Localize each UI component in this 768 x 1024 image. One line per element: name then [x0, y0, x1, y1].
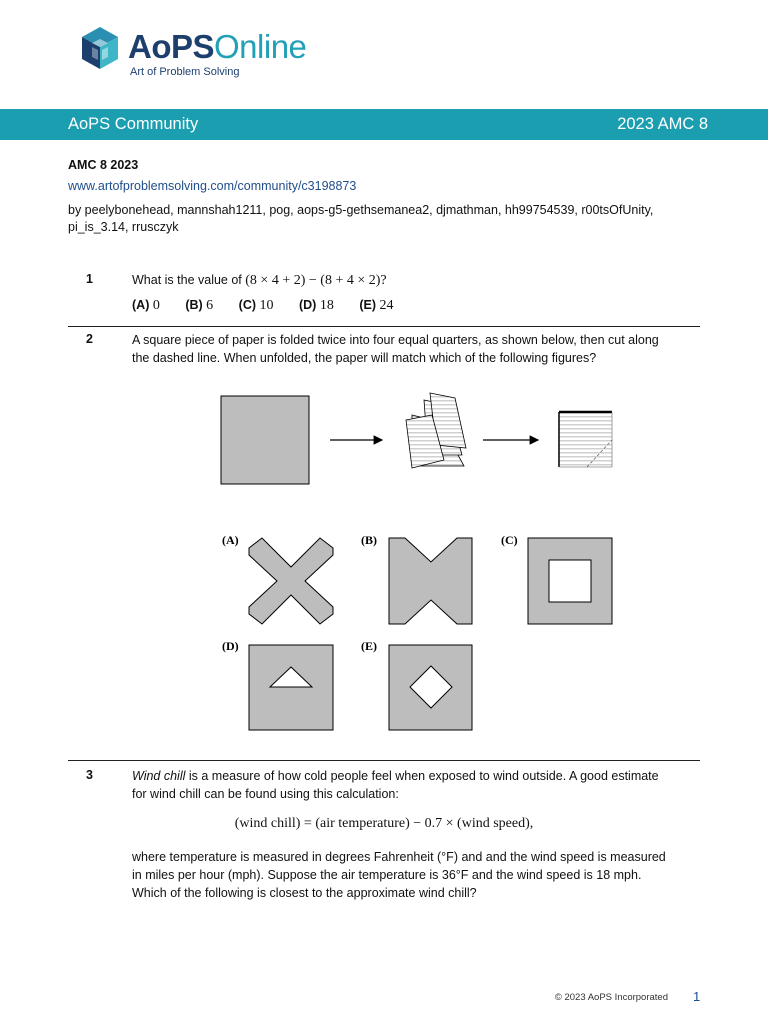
problem-3-body: where temperature is measured in degrees Fahrenheit (°F) and and the wind speed is measured in miles per hour (mph). Suppose the air temperature is 36°F and the wind speed is 18 mph. Which of the following is closest to the approximate wind chill?	[132, 850, 666, 900]
aops-logo	[80, 25, 340, 81]
figure-e-diamond-hole	[389, 645, 472, 730]
problem-1-expression: (8 × 4 + 2) − (8 + 4 × 2)?	[245, 273, 387, 288]
logo-product: Online	[214, 28, 307, 65]
choice-b: (B) 6	[185, 298, 214, 313]
choice-c: (C) 10	[238, 298, 274, 313]
figure-c-square-hole	[528, 538, 612, 624]
problem-2-number: 2	[86, 332, 93, 346]
problem-3-intro: Wind chill is a measure of how cold people feel when exposed to wind outside. A good estimate for wind chill can be found using this calculation:	[132, 769, 659, 801]
choice-d: (D) 18	[298, 298, 334, 313]
divider-2	[68, 760, 700, 761]
problem-1-text: What is the value of (8 × 4 + 2) − (8 + 4 × 2)?	[132, 273, 387, 288]
figure-a-x-shape	[249, 538, 333, 624]
banner-contest: 2023 AMC 8	[617, 115, 708, 133]
figure-d-triangle-hole	[249, 645, 333, 730]
figure-label-d: (D)	[222, 639, 239, 653]
problem-3-number: 3	[86, 768, 93, 782]
problem-2-text: A square piece of paper is folded twice into four equal quarters, as shown below, then cut along the dashed line. When unfolded, the paper will match which of the following figures?	[132, 333, 659, 365]
authors-line: by peelybonehead, mannshah1211, pog, aops-g5-gethsemanea2, djmathman, hh99754539, r00tsOfUnity, pi_is_3.14, rrusczyk	[68, 203, 654, 234]
figure-label-c: (C)	[501, 533, 518, 547]
choice-e: (E) 24	[359, 298, 394, 313]
figure-label-b: (B)	[361, 533, 377, 547]
folding-diagram	[0, 380, 768, 740]
divider-1	[68, 326, 700, 327]
figure-label-e: (E)	[361, 639, 377, 653]
contest-title: AMC 8 2023	[68, 158, 139, 172]
folded-quarter	[559, 412, 612, 467]
folded-paper	[406, 393, 466, 468]
header-banner	[0, 109, 768, 140]
cube-logo-icon	[80, 25, 120, 71]
problem-1-number: 1	[86, 272, 93, 286]
wind-chill-term: Wind chill	[132, 769, 186, 783]
figure-b-bowtie-shape	[389, 538, 472, 624]
figure-label-a: (A)	[222, 533, 239, 547]
paper-square	[221, 396, 309, 484]
copyright: © 2023 AoPS Incorporated	[554, 992, 668, 1003]
problem-1-choices	[132, 298, 393, 314]
wind-chill-formula: (wind chill) = (air temperature) − 0.7 × (wind speed),	[234, 816, 534, 831]
logo-wordmark: AoPSOnline	[128, 28, 307, 65]
community-link[interactable]: www.artofproblemsolving.com/community/c3198873	[68, 179, 357, 193]
logo-tagline: Art of Problem Solving	[130, 66, 240, 78]
banner-community: AoPS Community	[68, 115, 199, 133]
choice-a: (A) 0	[132, 298, 160, 313]
page-number: 1	[693, 989, 701, 1004]
